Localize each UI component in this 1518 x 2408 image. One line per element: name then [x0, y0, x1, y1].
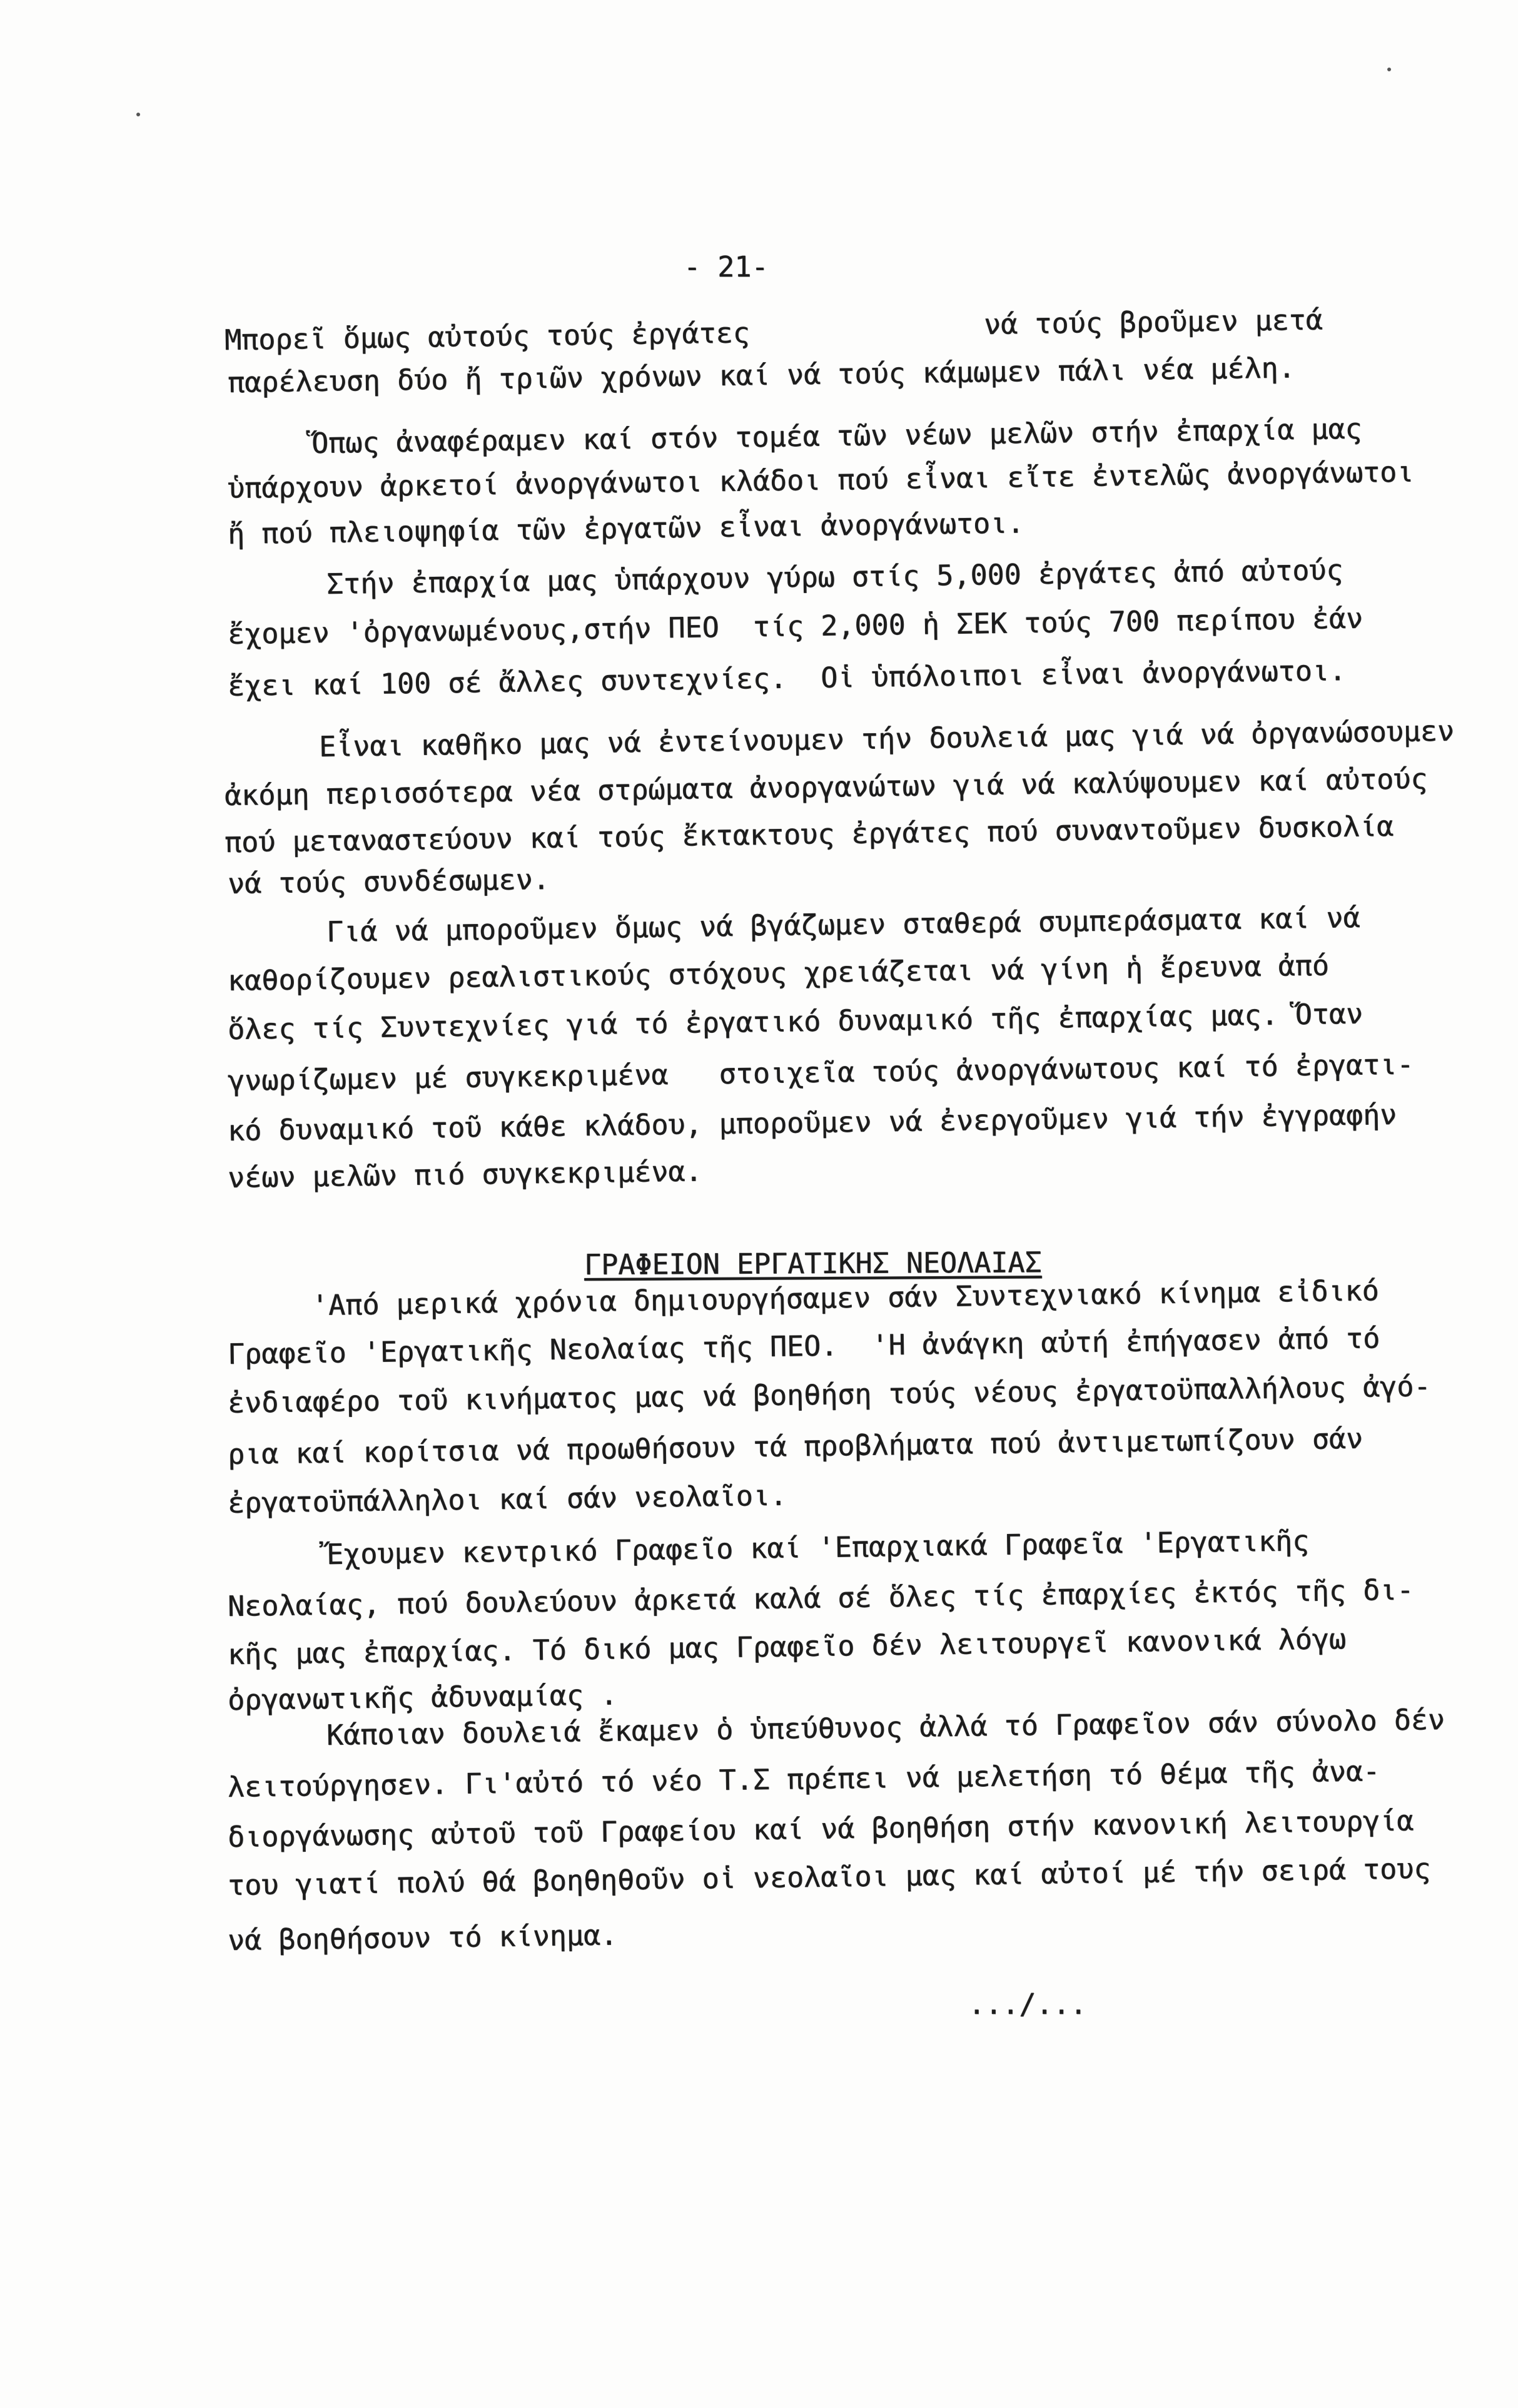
text-line: διοργάνωσης αὐτοῦ τοῦ Γραφείου καί νά βοηθήση στήν κανονική λειτουργία: [227, 1804, 1414, 1854]
text-line: ἤ πού πλειοψηφία τῶν ἐργατῶν εἶναι ἀνοργάνωτοι.: [227, 506, 1025, 551]
text-line: Γιά νά μποροῦμεν ὅμως νά βγάζωμεν σταθερά συμπεράσματα καί νά: [326, 900, 1360, 948]
text-line: νά τούς βροῦμεν μετά: [983, 303, 1323, 341]
text-line: Γραφεῖο 'Εργατικῆς Νεολαίας τῆς ΠΕΟ. 'Η ἀνάγκη αὐτή ἐπήγασεν ἀπό τό: [227, 1321, 1380, 1371]
text-line: ρια καί κορίτσια νά προωθήσουν τά προβλήματα πού ἀντιμετωπίζουν σάν: [227, 1421, 1364, 1471]
text-line: Ἔχουμεν κεντρικό Γραφεῖο καί 'Επαρχιακά Γραφεῖα 'Εργατικῆς: [326, 1524, 1310, 1571]
text-line: ὅλες τίς Συντεχνίες γιά τό ἐργατικό δυναμικό τῆς ἐπαρχίας μας. Ὅταν: [227, 997, 1364, 1046]
continuation-mark: .../...: [968, 1988, 1087, 2021]
text-line: ὑπάρχουν ἀρκετοί ἀνοργάνωτοι κλάδοι πού εἶναι εἴτε ἐντελῶς ἀνοργάνωτοι: [227, 455, 1414, 505]
page-number: - 21-: [684, 250, 769, 283]
text-line: νά τούς συνδέσωμεν.: [227, 862, 550, 900]
text-line: λειτούργησεν. Γι'αὐτό τό νέο Τ.Σ πρέπει νά μελετήση τό θέμα τῆς ἀνα-: [227, 1754, 1380, 1804]
text-line: κῆς μας ἐπαρχίας. Τό δικό μας Γραφεῖο δέν λειτουργεῖ κανονικά λόγω: [227, 1622, 1347, 1671]
text-line: Κάποιαν δουλειά ἔκαμεν ὁ ὑπεύθυνος ἀλλά τό Γραφεῖον σάν σύνολο δέν: [326, 1703, 1445, 1752]
text-line: ἔχει καί 100 σέ ἄλλες συντεχνίες. Οἱ ὑπόλοιποι εἶναι ἀνοργάνωτοι.: [227, 654, 1347, 703]
text-line: Στήν ἐπαρχία μας ὑπάρχουν γύρω στίς 5,000 ἐργάτες ἀπό αὐτούς: [326, 553, 1343, 601]
ink-speck: [1387, 68, 1391, 71]
text-line: του γιατί πολύ θά βοηθηθοῦν οἱ νεολαῖοι μας καί αὐτοί μέ τήν σειρά τους: [227, 1852, 1431, 1902]
text-line: ὀργανωτικῆς ἀδυναμίας .: [227, 1678, 618, 1717]
text-line: παρέλευση δύο ἤ τριῶν χρόνων καί νά τούς κάμωμεν πάλι νέα μέλη.: [227, 351, 1296, 399]
text-line: νέων μελῶν πιό συγκεκριμένα.: [227, 1154, 702, 1194]
text-line: γνωρίζωμεν μέ συγκεκριμένα στοιχεῖα τούς ἀνοργάνωτους καί τό ἐργατι-: [227, 1047, 1414, 1097]
text-line: Ὅπως ἀναφέραμεν καί στόν τομέα τῶν νέων μελῶν στήν ἐπαρχία μας: [311, 412, 1362, 460]
text-line: Εἶναι καθῆκο μας νά ἐντείνουμεν τήν δουλειά μας γιά νά ὀργανώσουμεν: [318, 714, 1455, 763]
text-line: ἀκόμη περισσότερα νέα στρώματα ἀνοργανώτων γιά νά καλύψουμεν καί αὐτούς: [224, 762, 1428, 812]
text-line: Μπορεῖ ὅμως αὐτούς τούς ἐργάτες: [224, 316, 751, 357]
text-line: νά βοηθήσουν τό κίνημα.: [227, 1918, 618, 1957]
text-line: κό δυναμικό τοῦ κάθε κλάδου, μποροῦμεν νά ἐνεργοῦμεν γιά τήν ἐγγραφήν: [227, 1097, 1397, 1147]
text-line: 'Από μερικά χρόνια δημιουργήσαμεν σάν Συντεχνιακό κίνημα εἰδικό: [311, 1274, 1380, 1322]
text-line: ἐργατοϋπάλληλοι καί σάν νεολαῖοι.: [227, 1478, 787, 1520]
text-line: ἔχομεν 'ὀργανωμένους,στήν ΠΕΟ τίς 2,000 ἡ ΣΕΚ τούς 700 περίπου ἐάν: [227, 601, 1364, 651]
ink-speck: [136, 113, 140, 116]
text-line: Νεολαίας, πού δουλεύουν ἀρκετά καλά σέ ὅλες τίς ἐπαρχίες ἐκτός τῆς δι-: [227, 1573, 1414, 1623]
section-heading: ΓΡΑΦΕΙΟΝ ΕΡΓΑΤΙΚΗΣ ΝΕΟΛΑΙΑΣ: [584, 1246, 1042, 1281]
text-line: ἐνδιαφέρο τοῦ κινήματος μας νά βοηθήση τούς νέους ἐργατοϋπαλλήλους ἀγό-: [227, 1369, 1431, 1420]
text-line: πού μεταναστεύουν καί τούς ἔκτακτους ἐργάτες πού συναντοῦμεν δυσκολία: [224, 809, 1394, 859]
text-line: καθορίζουμεν ρεαλιστικούς στόχους χρειάζεται νά γίνη ἡ ἔρευνα ἀπό: [227, 948, 1330, 997]
